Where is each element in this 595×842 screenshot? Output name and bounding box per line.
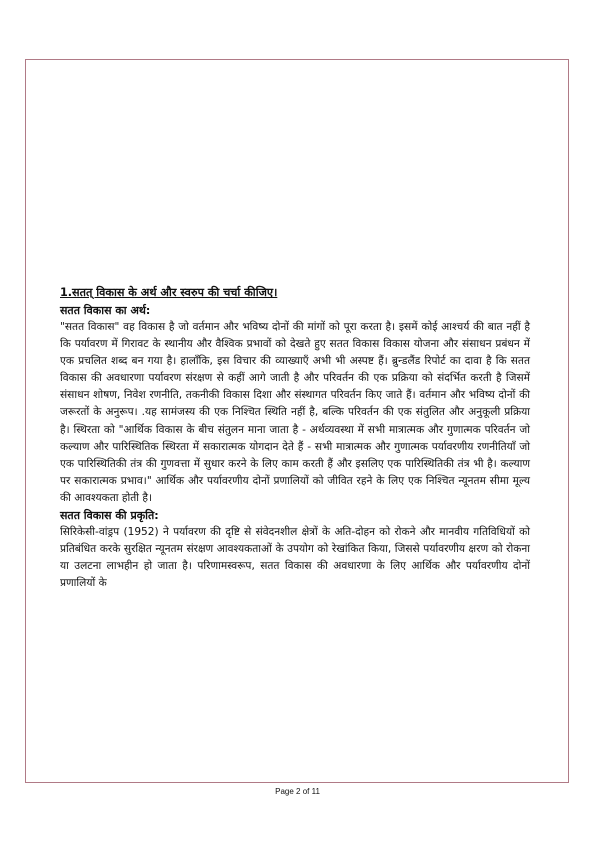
document-body: [60, 284, 530, 592]
page-number-footer: Page 2 of 11: [275, 787, 320, 796]
section-heading-meaning: सतत विकास का अर्थ:: [60, 304, 151, 317]
question-heading: 1.सतत् विकास के अर्थ और स्वरुप की चर्चा कीजिए।: [60, 286, 278, 299]
section-heading-nature: सतत विकास की प्रकृति:: [60, 509, 159, 523]
paragraph-meaning: "सतत विकास" वह विकास है जो वर्तमान और भविष्य दोनों की मांगों को पूरा करता है। इसमें कोई आश्चर्य की बात नहीं है कि पर्यावरण में गिरावट के स्थानीय और वैश्विक प्रभावों को देखते हुए सतत विकास विकास योजना और संसाधन प्रबंधन में एक प्रचलित शब्द बन गया है। हालाँकि, इस विचार की व्याख्याएँ अभी भी अस्पष्ट हैं। ब्रुन्डलैंड रिपोर्ट का दावा है कि सतत विकास की अवधारणा पर्यावरण संरक्षण से कहीं आगे जाती है और परिवर्तन की एक प्रक्रिया को संदर्भित करती है जिसमें संसाधन शोषण, निवेश रणनीति, तकनीकी विकास दिशा और संस्थागत परिवर्तन किए जाते हैं। वर्तमान और भविष्य दोनों की जरूरतों के अनुरूप। .यह सामंजस्य की एक निश्चित स्थिति नहीं है, बल्कि परिवर्तन की एक संतुलित और अनुकूली प्रक्रिया है। स्थिरता को "आर्थिक विकास के बीच संतुलन माना जाता है - अर्थव्यवस्था में सभी मात्रात्मक और गुणात्मक परिवर्तन जो कल्याण और पारिस्थितिक स्थिरता में सकारात्मक योगदान देते हैं - सभी मात्रात्मक और गुणात्मक पर्यावरणीय रणनीतियाँ जो एक पारिस्थितिकी तंत्र की गुणवत्ता में सुधार करने के लिए काम करती हैं और इसलिए एक पारिस्थितिकी तंत्र भी है। कल्याण पर सकारात्मक प्रभाव।" आर्थिक और पर्यावरणीय दोनों प्रणालियों को जीवित रहने के लिए एक निश्चित न्यूनतम सीमा मूल्य की आवश्यकता होती है।: [60, 321, 530, 504]
paragraph-nature: सिरिकेसी-वांड्रप (1952) ने पर्यावरण की दृष्टि से संवेदनशील क्षेत्रों के अति-दोहन को रोकने और मानवीय गतिविधियों को प्रतिबंधित करके सुरक्षित न्यूनतम संरक्षण आवश्यकताओं के उपयोग को रेखांकित किया, जिससे पर्यावरणीय क्षरण को रोकना या उलटना लाभहीन हो जाता है। परिणामस्वरूप, सतत विकास की अवधारणा के लिए आर्थिक और पर्यावरणीय दोनों प्रणालियों के: [60, 526, 530, 590]
